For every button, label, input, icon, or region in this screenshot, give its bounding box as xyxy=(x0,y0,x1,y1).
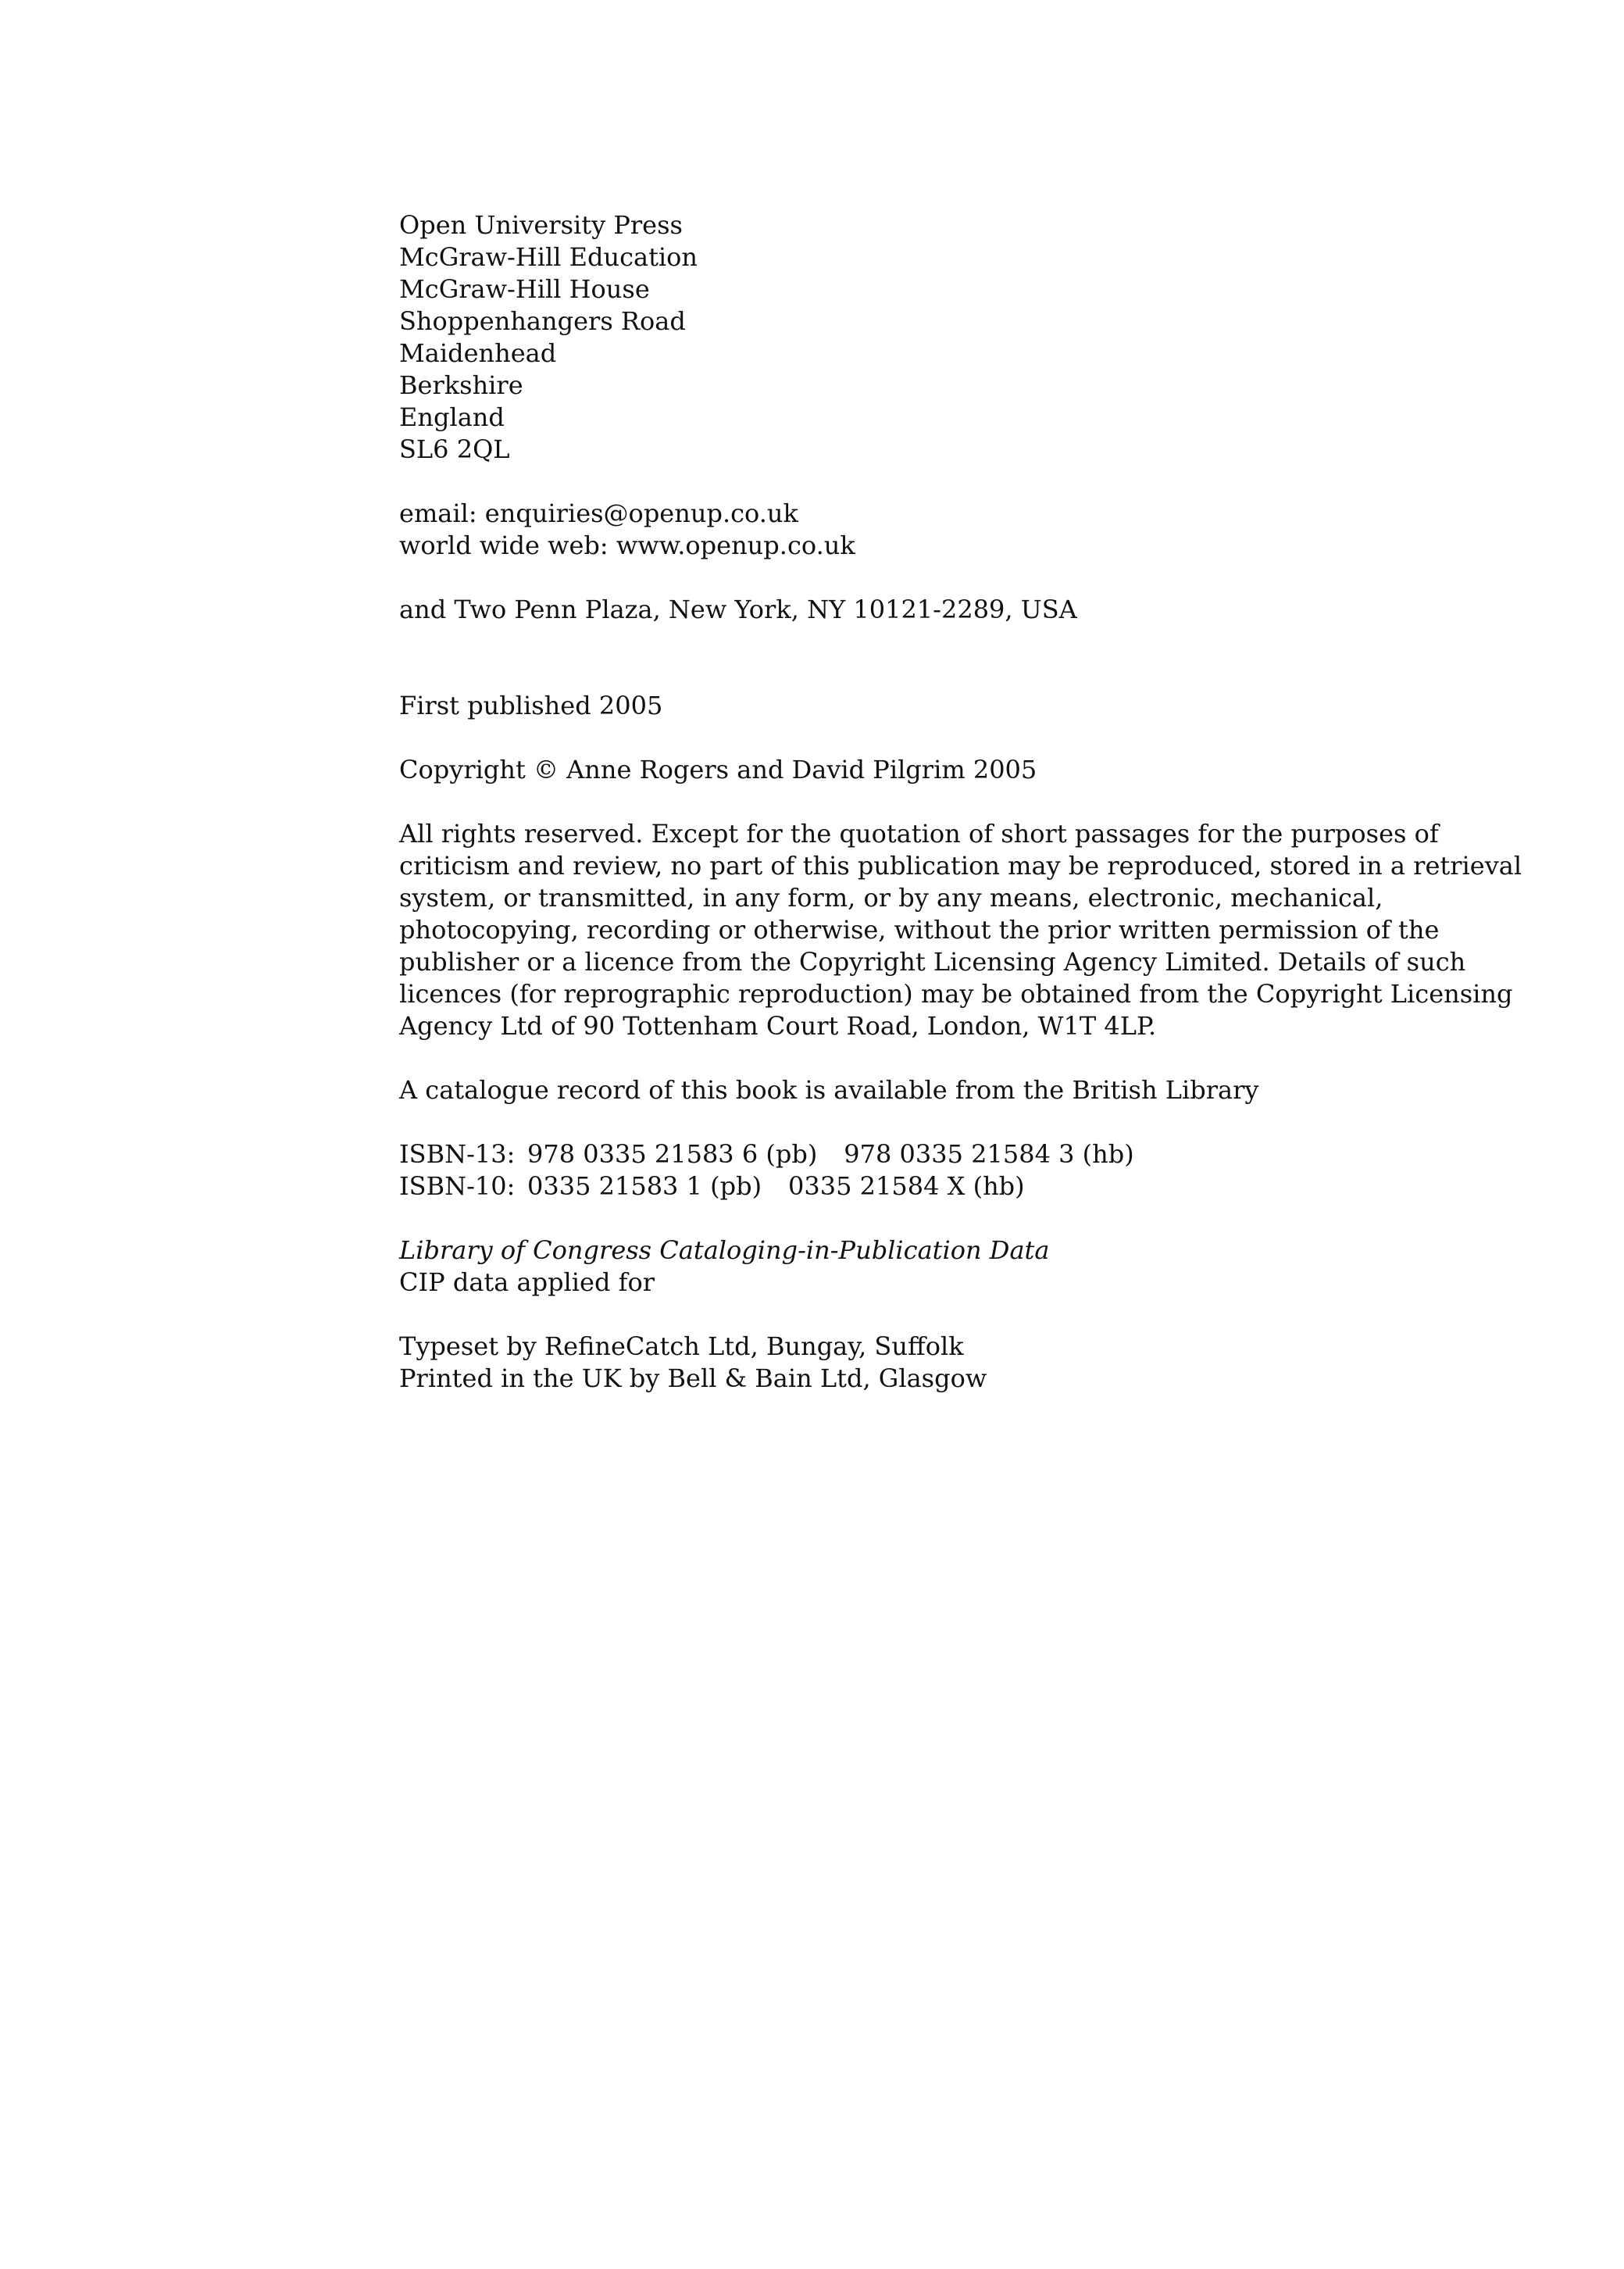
imprint-block xyxy=(399,209,1522,1395)
production-credits xyxy=(399,1331,1485,1395)
spacer xyxy=(399,722,1485,754)
isbn-13-pb: 978 0335 21583 6 (pb) xyxy=(527,1139,818,1169)
isbn-10-hb: 0335 21584 X (hb) xyxy=(788,1171,1025,1201)
cip-block xyxy=(399,1235,1485,1299)
rights-line: Agency Ltd of 90 Tottenham Court Road, London, W1T 4LP. xyxy=(399,1011,1157,1041)
isbn-10-pb: 0335 21583 1 (pb) xyxy=(527,1171,762,1201)
catalogue-record: A catalogue record of this book is available from the British Library xyxy=(399,1075,1259,1105)
address-line: McGraw-Hill Education xyxy=(399,242,698,272)
rights-line: publisher or a licence from the Copyright Licensing Agency Limited. Details of such xyxy=(399,947,1466,977)
cip-heading: Library of Congress Cataloging-in-Publication Data xyxy=(399,1235,1050,1265)
spacer xyxy=(399,562,1485,594)
address-line: Maidenhead xyxy=(399,338,557,368)
rights-line: licences (for reprographic reproduction) may be obtained from the Copyright Licensing xyxy=(399,979,1513,1009)
rights-line: photocopying, recording or otherwise, without the prior written permission of the xyxy=(399,915,1440,945)
contact-info xyxy=(399,498,1485,562)
first-published: First published 2005 xyxy=(399,691,663,720)
isbn-13-label: ISBN-13: xyxy=(399,1139,516,1169)
copyright-notice: Copyright © Anne Rogers and David Pilgrim 2005 xyxy=(399,755,1037,784)
isbn-10-label: ISBN-10: xyxy=(399,1171,516,1201)
rights-statement xyxy=(399,818,1522,1042)
spacer xyxy=(399,1106,1485,1138)
isbn-13-row xyxy=(399,1138,1485,1170)
spacer xyxy=(399,786,1485,818)
cip-text: CIP data applied for xyxy=(399,1267,655,1297)
spacer xyxy=(399,626,1485,690)
spacer xyxy=(399,466,1485,498)
rights-line: criticism and review, no part of this publication may be reproduced, stored in a retrieval xyxy=(399,851,1522,881)
spacer xyxy=(399,1042,1485,1074)
rights-line: All rights reserved. Except for the quotation of short passages for the purposes of xyxy=(399,819,1439,849)
publisher-address xyxy=(399,209,1485,466)
rights-line: system, or transmitted, in any form, or by any means, electronic, mechanical, xyxy=(399,883,1383,913)
address-line: Berkshire xyxy=(399,370,523,400)
address-line: Open University Press xyxy=(399,210,683,240)
address-line: England xyxy=(399,402,505,432)
isbn-block xyxy=(399,1138,1485,1202)
printer-credit: Printed in the UK by Bell & Bain Ltd, Glasgow xyxy=(399,1363,987,1393)
email-line: email: enquiries@openup.co.uk xyxy=(399,498,798,528)
spacer xyxy=(399,1202,1485,1235)
web-line: world wide web: www.openup.co.uk xyxy=(399,531,855,560)
us-address: and Two Penn Plaza, New York, NY 10121-2289, USA xyxy=(399,595,1077,624)
address-line: Shoppenhangers Road xyxy=(399,306,686,336)
isbn-10-row xyxy=(399,1170,1485,1202)
typeset-credit: Typeset by RefineCatch Ltd, Bungay, Suffolk xyxy=(399,1331,964,1361)
address-line: McGraw-Hill House xyxy=(399,274,650,304)
isbn-13-hb: 978 0335 21584 3 (hb) xyxy=(844,1139,1134,1169)
address-line: SL6 2QL xyxy=(399,434,510,464)
spacer xyxy=(399,1299,1485,1331)
